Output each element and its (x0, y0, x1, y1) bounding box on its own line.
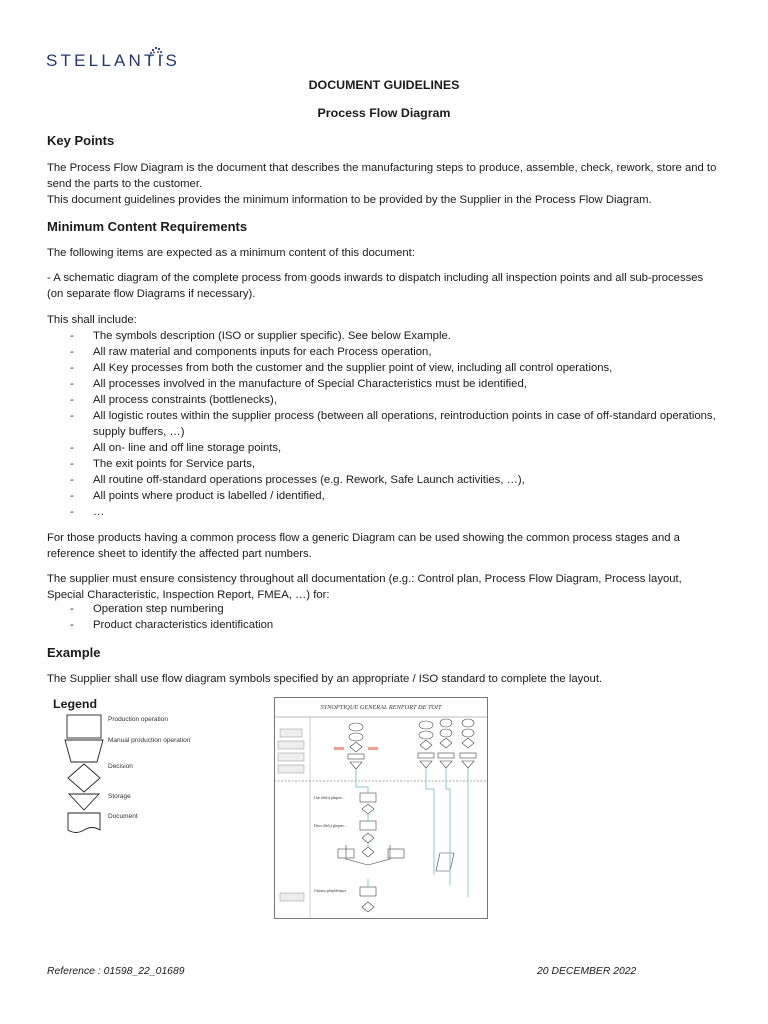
legend-title: Legend (53, 697, 98, 711)
key-points-paragraph-1: The Process Flow Diagram is the document that describes the manufacturing steps to produce, assemble, check, rework, store and to send the parts to the customer. (47, 162, 717, 190)
diagram-title: SYNOPTIQUE GENERAL RENFORT DE TOIT (320, 704, 442, 711)
requirements-schematic: - A schematic diagram of the complete process from goods inwards to dispatch including all inspection points and all sub-processes (on separate flow Diagrams if necessary). (47, 272, 704, 300)
list-item: - All routine off-standard operations processes (e.g. Rework, Safe Launch activities, …), (47, 472, 717, 488)
example-paragraph: The Supplier shall use flow diagram symbols specified by an appropriate / ISO standard to complete the layout. (47, 673, 603, 685)
list-item: - All process constraints (bottlenecks), (47, 392, 717, 408)
requirements-heading: Minimum Content Requirements (47, 219, 248, 234)
consistency-list (47, 601, 717, 633)
decision-symbol (68, 764, 100, 792)
list-item: - All on- line and off line storage points, (47, 440, 717, 456)
requirements-intro: The following items are expected as a minimum content of this document: (47, 247, 415, 259)
process-flow-example-image (274, 697, 488, 919)
consistency-paragraph: The supplier must ensure consistency throughout all documentation (e.g.: Control plan, Process Flow Diagram, Process layout, Special Characteristic, Inspection Report, FMEA, …) for: (47, 573, 682, 601)
manual-operation-symbol (65, 740, 103, 762)
legend-label: Decision (108, 763, 133, 770)
list-item: - Product characteristics identification (47, 617, 717, 633)
legend-label: Document (108, 813, 138, 820)
diagram-step-label: Deux tôle(s) plaques... (314, 824, 347, 828)
example-heading: Example (47, 645, 101, 660)
list-item: - Operation step numbering (47, 601, 717, 617)
diagram-step-label: Oiseaux périphériques (314, 889, 347, 893)
document-title: DOCUMENT GUIDELINES (308, 78, 460, 92)
list-item: - The symbols description (ISO or supplier specific). See below Example. (47, 328, 717, 344)
stellantis-logo (46, 42, 216, 78)
footer-reference: Reference : 01598_22_01689 (47, 966, 185, 977)
legend-label: Production operation (108, 716, 168, 723)
list-item: - All processes involved in the manufacture of Special Characteristics must be identified, (47, 376, 717, 392)
legend (62, 712, 262, 847)
list-item: - All points where product is labelled / identified, (47, 488, 717, 504)
key-points-paragraph-2: This document guidelines provides the minimum information to be provided by the Supplier in the Process Flow Diagram. (47, 194, 652, 206)
legend-label: Manual production operation (108, 737, 191, 744)
requirements-list (47, 328, 717, 520)
diagram-step-label: Une tôle(s) plaques... (314, 796, 345, 800)
production-operation-symbol (67, 715, 101, 738)
generic-diagram-paragraph: For those products having a common process flow a generic Diagram can be used showing the common process stages and a reference sheet to identify the affected part numbers. (47, 532, 680, 560)
list-item: - The exit points for Service parts, (47, 456, 717, 472)
list-item: - … (47, 504, 717, 520)
footer-date: 20 DECEMBER 2022 (537, 966, 637, 977)
list-item: - All Key processes from both the customer and the supplier point of view, including all control operations, (47, 360, 717, 376)
legend-label: Storage (108, 793, 131, 800)
document-symbol (68, 813, 100, 833)
list-item: - All raw material and components inputs for each Process operation, (47, 344, 717, 360)
list-item: - All logistic routes within the supplier process (between all operations, reintroduction points in case of off-standard operations, supply buffers, …) (47, 408, 717, 440)
key-points-heading: Key Points (47, 133, 115, 148)
include-label: This shall include: (47, 314, 137, 326)
logo-text: STELLANTIS (46, 51, 181, 70)
document-subtitle: Process Flow Diagram (317, 106, 451, 120)
storage-symbol (69, 794, 99, 810)
